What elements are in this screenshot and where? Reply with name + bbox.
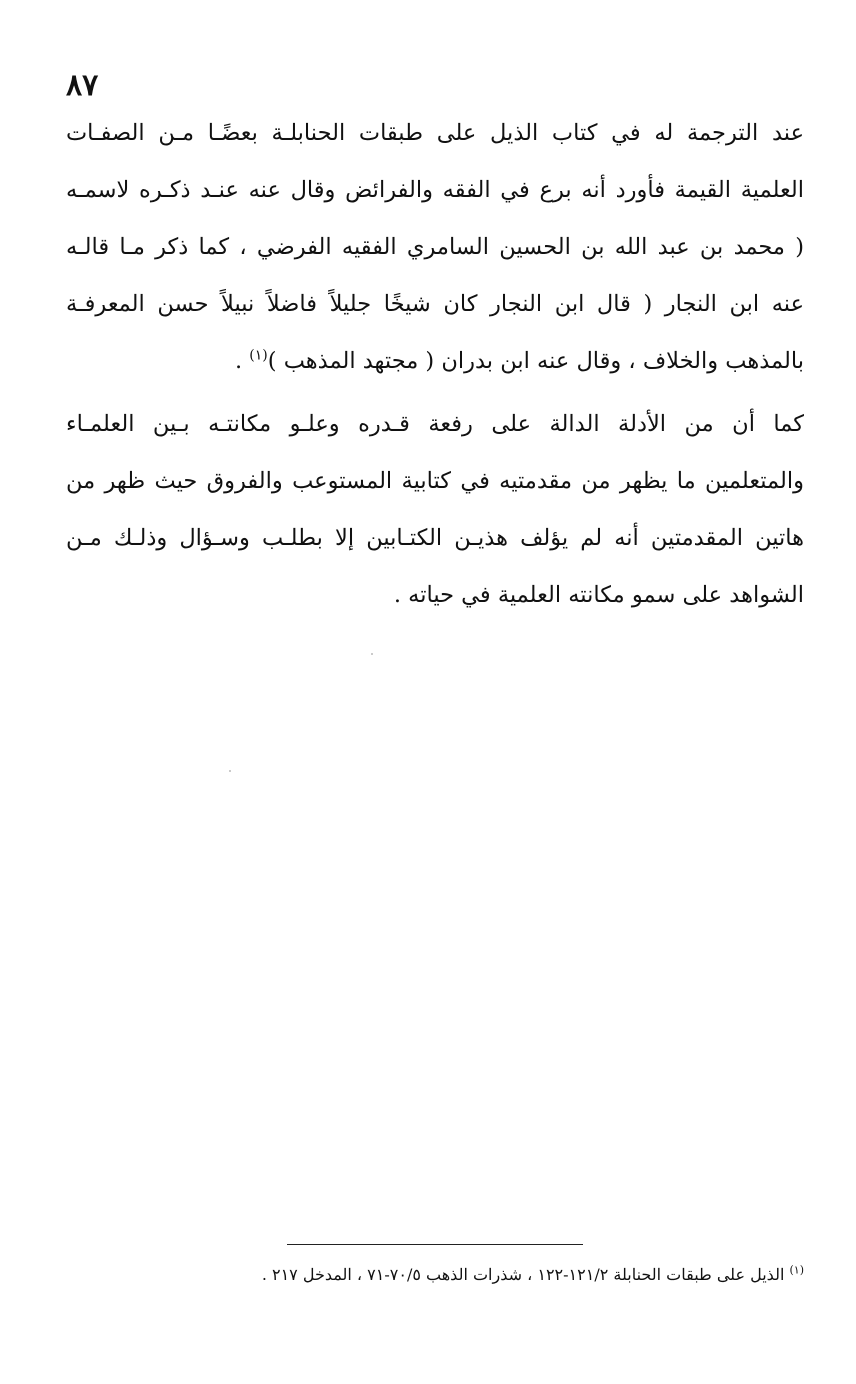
paragraph-line: عنه ابن النجار ( قال ابن النجار كان شيخًا جليلاً فاضلاً نبيلاً حسن المعرفـة: [66, 291, 804, 317]
footnote-separator: [287, 1244, 583, 1245]
paragraph-line: عند الترجمة له في كتاب الذيل على طبقات الحنابلـة بعضًـا مـن الصفـات: [66, 120, 804, 146]
paragraph-1: [66, 105, 804, 390]
footnote-marker: (١): [789, 1263, 804, 1277]
scan-speck: [229, 770, 231, 772]
footnote-reference: (١): [249, 347, 268, 364]
footnote: [190, 1262, 804, 1288]
paragraph-last-line: [66, 333, 804, 390]
paragraph-line: والمتعلمين ما يظهر من مقدمتيه في كتابية المستوعب والفروق حيث ظهر من: [66, 468, 804, 494]
paragraph-line: هاتين المقدمتين أنه لم يؤلف هذيـن الكتـابين إلا بطلـب وسـؤال وذلـك مـن: [66, 525, 804, 551]
paragraph-line: العلمية القيمة فأورد أنه برع في الفقه والفرائض وقال عنه عنـد ذكـره لاسمـه: [66, 177, 804, 203]
paragraph-line-text: بالمذهب والخلاف ، وقال عنه ابن بدران ( مجتهد المذهب ): [267, 348, 804, 374]
line-end-punctuation: .: [234, 348, 250, 374]
paragraph-line: الشواهد على سمو مكانته العلمية في حياته .: [393, 582, 804, 608]
paragraph-line: ( محمد بن عبد الله بن الحسين السامري الفقيه الفرضي ، كما ذكر مـا قالـه: [66, 234, 804, 260]
page-number: ٨٧: [66, 68, 99, 103]
paragraph-2: [66, 396, 804, 624]
scan-speck: [371, 653, 373, 655]
footnote-text: الذيل على طبقات الحنابلة ١٢١/٢-١٢٢ ، شذرات الذهب ٧٠/٥-٧١ ، المدخل ٢١٧ .: [261, 1265, 790, 1284]
paragraph-line: كما أن من الأدلة الدالة على رفعة قـدره وعلـو مكانتـه بـين العلمـاء: [66, 411, 804, 437]
